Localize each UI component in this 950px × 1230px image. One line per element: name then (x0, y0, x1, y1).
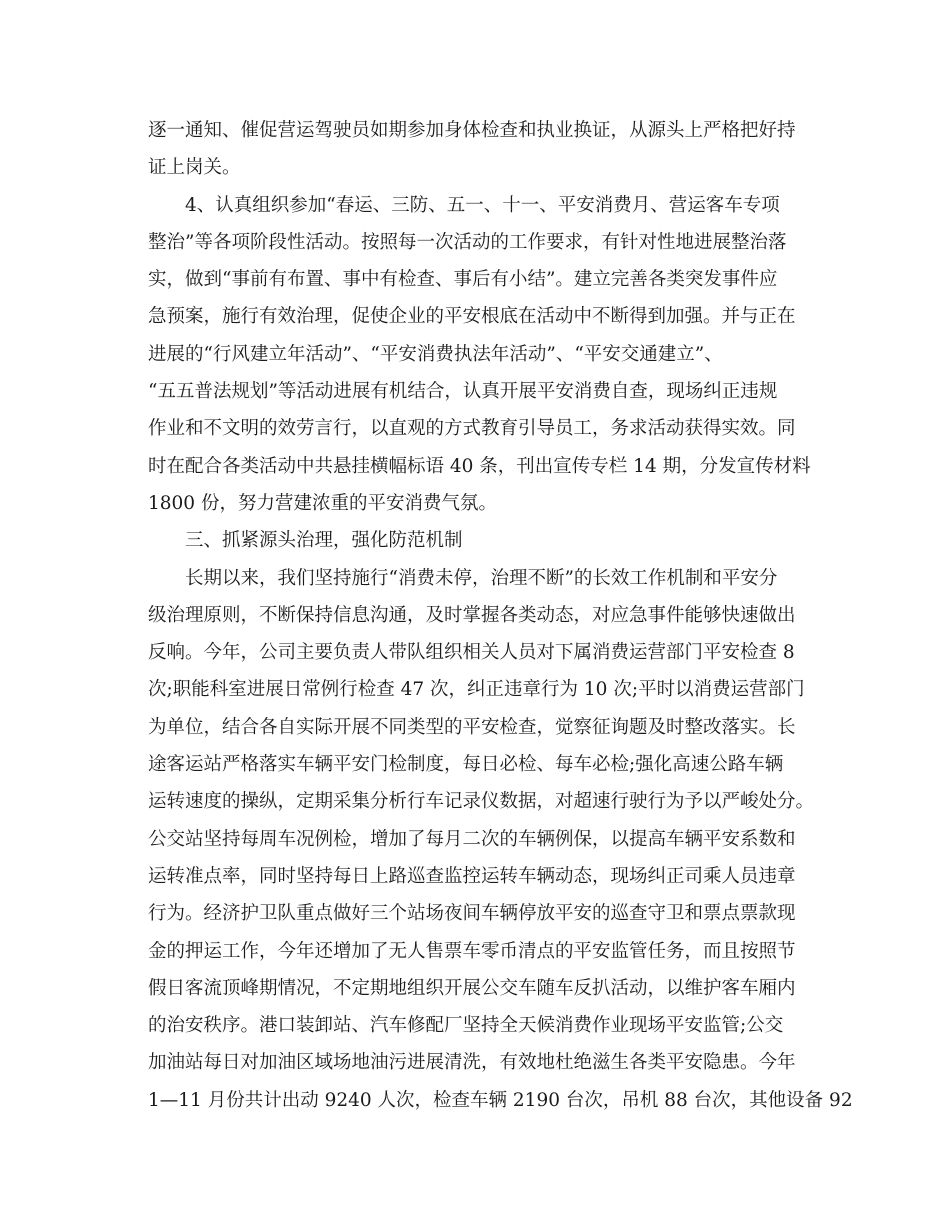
text-line: 1—11 月份共计出动 9240 人次，检查车辆 2190 台次，吊机 88 台次，其他设备 92 (148, 1089, 853, 1111)
document-body (148, 112, 853, 1119)
section-heading: 三、抓紧源头治理，强化防范机制 (185, 530, 463, 552)
text-line: 运转速度的操纵，定期采集分析行车记录仪数据，对超速行驶行为予以严峻处分。 (148, 791, 815, 813)
text-line: 长期以来，我们坚持施行“消费未停，治理不断”的长效工作机制和平安分 (185, 567, 778, 589)
text-line: “五五普法规划”等活动进展有机结合，认真开展平安消费自查，现场纠正违规 (148, 381, 778, 403)
text-line: 4、认真组织参加“春运、三防、五一、十一、平安消费月、营运客车专项 (185, 194, 780, 216)
text-line: 逐一通知、催促营运驾驶员如期参加身体检查和执业换证，从源头上严格把好持 (148, 120, 796, 141)
text-line: 加油站每日对加油区域场地油污进展清洗，有效地杜绝滋生各类平安隐患。今年 (148, 1052, 796, 1074)
text-line: 的治安秩序。港口装卸站、汽车修配厂坚持全天候消费作业现场平安监管;公交 (148, 1015, 784, 1037)
text-line: 途客运站严格落实车辆平安门检制度，每日必检、每车必检;强化高速公路车辆 (148, 754, 784, 776)
text-line: 行为。经济护卫队重点做好三个站场夜间车辆停放平安的巡查守卫和票点票款现 (148, 903, 796, 925)
text-line: 证上岗关。 (148, 157, 241, 179)
text-line: 急预案，施行有效治理，促使企业的平安根底在活动中不断得到加强。并与正在 (148, 306, 796, 328)
text-line: 假日客流顶峰期情况，不定期地组织开展公交车随车反扒活动，以维护客车厢内 (148, 977, 796, 999)
text-line: 时在配合各类活动中共悬挂横幅标语 40 条，刊出宣传专栏 14 期，分发宣传材料 (148, 455, 811, 477)
text-line: 整治”等各项阶段性活动。按照每一次活动的工作要求，有针对性地进展整治落 (148, 231, 787, 253)
text-line: 运转准点率，同时坚持每日上路巡查监控运转车辆动态，现场纠正司乘人员违章 (148, 865, 796, 887)
text-line: 次;职能科室进展日常例行检查 47 次，纠正违章行为 10 次;平时以消费运营部门 (148, 679, 805, 701)
text-line: 作业和不文明的效劳言行，以直观的方式教育引导员工，务求活动获得实效。同 (148, 418, 796, 440)
text-line: 进展的“行风建立年活动”、“平安消费执法年活动”、“平安交通建立”、 (148, 343, 723, 365)
text-line: 金的押运工作，今年还增加了无人售票车零币清点的平安监管任务，而且按照节 (148, 940, 796, 962)
text-line: 为单位，结合各自实际开展不同类型的平安检查，觉察征询题及时整改落实。长 (148, 716, 796, 738)
text-line: 1800 份，努力营建浓重的平安消费气氛。 (148, 492, 497, 514)
text-line: 实，做到“事前有布置、事中有检查、事后有小结”。建立完善各类突发事件应 (148, 269, 778, 291)
text-line: 反响。今年，公司主要负责人带队组织相关人员对下属消费运营部门平安检查 8 (148, 642, 795, 664)
text-line: 级治理原则，不断保持信息沟通，及时掌握各类动态，对应急事件能够快速做出 (148, 604, 796, 626)
text-line: 公交站坚持每周车况例检，增加了每月二次的车辆例保，以提高车辆平安系数和 (148, 828, 796, 850)
